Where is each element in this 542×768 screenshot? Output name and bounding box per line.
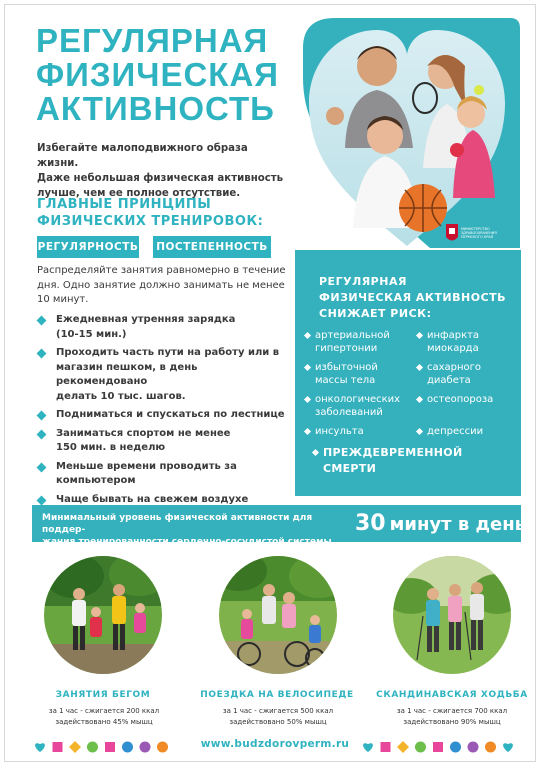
tip-line: Проходить часть пути на работу или в	[56, 347, 280, 358]
risk-line: депрессии	[427, 426, 484, 437]
list-item	[37, 460, 287, 489]
risk-line: миокарда	[427, 342, 479, 354]
risk-line: заболеваний	[315, 406, 383, 418]
circle-shape-icon	[87, 742, 98, 753]
activity-line: задействовано 50% мышц	[229, 718, 327, 726]
risk-heading-line: РЕГУЛЯРНАЯ	[319, 275, 407, 288]
risk-item	[305, 362, 378, 387]
risk-heading	[319, 274, 514, 322]
square-shape-icon	[381, 742, 391, 752]
circle-shape-icon	[140, 742, 151, 753]
title-line: АКТИВНОСТЬ	[36, 90, 275, 127]
risk-heading-line: СНИЖАЕТ РИСК:	[319, 307, 432, 320]
family-heart-photo	[295, 18, 520, 248]
tip-line: магазин пешком, в день рекомендовано	[56, 361, 198, 387]
center-logo-text: Общественного	[340, 230, 375, 235]
risk-line: инсульта	[315, 426, 364, 437]
tip-line: Подниматься и спускаться по лестнице	[56, 409, 285, 420]
risk-line: гипертонии	[315, 342, 378, 354]
list-item	[37, 313, 287, 342]
risk-line: массы тела	[315, 374, 376, 386]
activity-line: задействовано 90% мышц	[403, 718, 501, 726]
square-shape-icon	[433, 742, 443, 752]
diamond-bullet-icon	[37, 429, 47, 439]
clover-shape-icon	[157, 742, 168, 753]
intro-line: Избегайте малоподвижного образа жизни.	[37, 143, 248, 169]
tips-list	[37, 313, 287, 511]
diamond-bullet-icon	[416, 364, 423, 371]
risk-line: инфаркта	[427, 330, 480, 341]
intro-line: лучше, чем ее полное отсутствие.	[37, 188, 241, 199]
ministry-logo-text: ПЕРМСКОГО КРАЯ	[461, 235, 494, 239]
diamond-bullet-icon	[304, 396, 311, 403]
activity-details-running	[34, 706, 174, 728]
tip-line: делать 10 тыс. шагов.	[56, 390, 186, 402]
diamond-shape-icon	[397, 741, 409, 753]
diamond-bullet-icon	[416, 396, 423, 403]
band-line: Минимальный уровень физической активности для поддер-	[42, 513, 313, 535]
list-item	[37, 427, 287, 456]
diamond-bullet-icon	[37, 349, 47, 359]
premature-line: СМЕРТИ	[323, 462, 377, 475]
risk-line: диабета	[427, 374, 471, 386]
heart-shape-icon	[35, 743, 45, 752]
minutes-number: 30	[355, 511, 386, 536]
intro-line: Даже небольшая физическая активность	[37, 173, 284, 184]
footer-shapes-right	[362, 741, 522, 753]
clover-shape-icon	[485, 742, 496, 753]
risk-item	[417, 330, 479, 355]
premature-death-item	[313, 445, 462, 477]
risk-line: онкологических	[315, 394, 401, 405]
minutes-text: минут в день	[389, 514, 527, 535]
tip-line: Ежедневная утренняя зарядка	[56, 314, 236, 325]
regularity-badge: РЕГУЛЯРНОСТЬ	[37, 236, 139, 258]
activity-title-running: ЗАНЯТИЯ БЕГОМ	[55, 690, 151, 700]
band-line: жания тренированности сердечно-сосудистой системы	[42, 537, 332, 547]
circle-shape-icon	[415, 742, 426, 753]
perm-crest-icon	[446, 224, 458, 241]
risk-panel	[295, 250, 521, 496]
risk-item	[417, 394, 493, 407]
diamond-bullet-icon	[304, 332, 311, 339]
circle-shape-icon	[468, 742, 479, 753]
center-logo-text: Здоровья	[340, 235, 361, 240]
principles-heading	[37, 196, 287, 230]
running-photo	[44, 556, 162, 674]
risk-item	[305, 426, 364, 439]
diamond-bullet-icon	[37, 316, 47, 326]
tip-line: 150 мин. в неделю	[56, 442, 166, 453]
center-logo-text: Центр	[340, 225, 354, 230]
tip-line: компьютером	[56, 475, 136, 486]
thirty-minutes-label	[355, 511, 526, 538]
distribute-text	[37, 264, 287, 308]
heart-shape-icon	[363, 743, 373, 752]
minimum-activity-band	[32, 505, 527, 547]
activity-line: за 1 час - сжигается 700 ккал	[396, 707, 508, 715]
poster-title	[36, 24, 286, 126]
diamond-bullet-icon	[304, 364, 311, 371]
website-link[interactable]: www.budzdorovperm.ru	[200, 738, 350, 750]
tip-line: Заниматься спортом не менее	[56, 427, 231, 439]
risk-line: сахарного	[427, 362, 482, 373]
activity-details-walking	[382, 706, 522, 728]
distribute-line: 10 минут.	[37, 294, 89, 305]
diamond-bullet-icon	[312, 449, 319, 456]
activity-title-walking: СКАНДИНАВСКАЯ ХОДЬБА	[376, 690, 528, 700]
flower-shape-icon	[122, 742, 133, 753]
activity-title-cycling: ПОЕЗДКА НА ВЕЛОСИПЕДЕ	[200, 690, 354, 700]
diamond-bullet-icon	[37, 411, 47, 421]
risk-item	[305, 394, 400, 419]
risk-line: артериальной	[315, 330, 390, 341]
activity-details-cycling	[208, 706, 348, 728]
intro-text	[37, 141, 287, 201]
distribute-line: дня. Одно занятие должно занимать не менее	[37, 279, 285, 291]
diamond-bullet-icon	[304, 428, 311, 435]
ministry-logo-text: МИНИСТЕРСТВО	[461, 227, 490, 231]
list-item	[37, 408, 287, 423]
diamond-bullet-icon	[416, 332, 423, 339]
gradualness-badge: ПОСТЕПЕННОСТЬ	[153, 236, 271, 258]
title-line: ФИЗИЧЕСКАЯ	[36, 56, 279, 93]
tip-line: Чаще бывать на свежем воздухе	[56, 493, 249, 505]
heart-shape-icon	[503, 743, 513, 752]
logos-strip	[318, 222, 498, 246]
diamond-bullet-icon	[416, 428, 423, 435]
activity-line: за 1 час - сжигается 200 ккал	[48, 707, 160, 715]
list-item	[37, 346, 287, 404]
activity-line: задействовано 45% мышц	[55, 718, 153, 726]
title-line: РЕГУЛЯРНАЯ	[36, 22, 269, 59]
heading-line: ФИЗИЧЕСКИХ ТРЕНИРОВОК:	[37, 214, 264, 229]
premature-line: ПРЕЖДЕВРЕМЕННОЙ	[323, 446, 463, 459]
band-text	[42, 512, 352, 548]
diamond-shape-icon	[69, 741, 81, 753]
risk-item	[305, 330, 390, 355]
center-health-logo-icon	[319, 225, 335, 243]
diamond-bullet-icon	[37, 495, 47, 505]
square-shape-icon	[105, 742, 115, 752]
tip-line: (10-15 мин.)	[56, 328, 127, 340]
risk-line: остеопороза	[427, 394, 494, 405]
risk-line: избыточной	[315, 362, 378, 373]
diamond-bullet-icon	[37, 462, 47, 472]
nordic-walking-photo	[393, 556, 511, 674]
heading-line: ГЛАВНЫЕ ПРИНЦИПЫ	[37, 197, 212, 212]
risk-item	[417, 426, 483, 439]
ministry-logo-text: ЗДРАВООХРАНЕНИЯ	[461, 231, 497, 235]
cycling-photo	[219, 556, 337, 674]
footer-shapes-left	[34, 741, 184, 753]
flower-shape-icon	[450, 742, 461, 753]
risk-heading-line: ФИЗИЧЕСКАЯ АКТИВНОСТЬ	[319, 291, 507, 304]
activity-line: за 1 час - сжигается 500 ккал	[222, 707, 334, 715]
distribute-line: Распределяйте занятия равномерно в течение	[37, 265, 286, 276]
tip-line: Меньше времени проводить за	[56, 460, 237, 472]
risk-item	[417, 362, 481, 387]
square-shape-icon	[53, 742, 63, 752]
